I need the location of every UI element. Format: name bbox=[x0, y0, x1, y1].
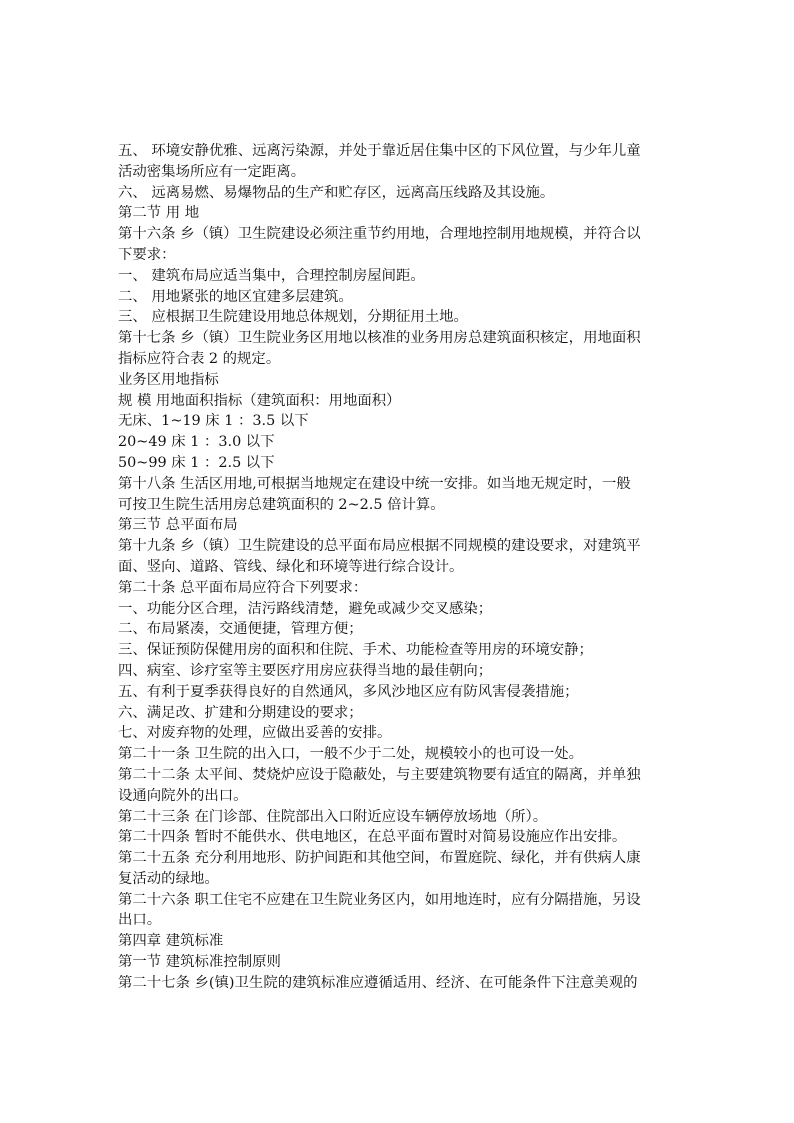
text-line: 二、 用地紧张的地区宜建多层建筑。 bbox=[118, 288, 353, 305]
document-body bbox=[118, 141, 684, 994]
text-line: 第二十七条 乡(镇)卫生院的建筑标准应遵循适用、经济、在可能条件下注意美观的 bbox=[118, 974, 638, 991]
text-line: 第四章 建筑标准 bbox=[118, 933, 224, 950]
text-line: 可按卫生院生活用房总建筑面积的 2~2.5 倍计算。 bbox=[118, 496, 445, 513]
text-line: 20~49 床 1 ：3.0 以下 bbox=[118, 434, 275, 451]
text-line: 三、 应根据卫生院建设用地总体规划，分期征用土地。 bbox=[118, 309, 468, 326]
text-line: 活动密集场所应有一定距离。 bbox=[118, 163, 306, 180]
text-line: 三、保证预防保健用房的面积和住院、手术、功能检查等用房的环境安静； bbox=[118, 642, 593, 659]
text-line: 第十八条 生活区用地,可根据当地规定在建设中统一安排。如当地无规定时，一般 bbox=[118, 475, 631, 492]
text-line: 六、满足改、扩建和分期建设的要求； bbox=[118, 704, 363, 721]
text-line: 50~99 床 1 ：2.5 以下 bbox=[118, 454, 275, 471]
text-line: 第十九条 乡（镇）卫生院建设的总平面布局应根据不同规模的建设要求，对建筑平 bbox=[118, 538, 641, 555]
text-line: 指标应符合表 2 的规定。 bbox=[118, 350, 281, 367]
text-line: 第二十五条 充分利用地形、防护间距和其他空间，布置庭院、绿化，并有供病人康 bbox=[118, 850, 641, 867]
text-line: 第三节 总平面布局 bbox=[118, 517, 238, 534]
text-line: 六、 远离易燃、易爆物品的生产和贮存区，远离高压线路及其设施。 bbox=[118, 184, 555, 201]
text-line: 第十七条 乡（镇）卫生院业务区用地以核准的业务用房总建筑面积核定，用地面积 bbox=[118, 330, 641, 347]
text-line: 一、 建筑布局应适当集中，合理控制房屋间距。 bbox=[118, 267, 425, 284]
text-line: 第二十一条 卫生院的出入口，一般不少于二处，规模较小的也可设一处。 bbox=[118, 746, 584, 763]
text-line: 无床、1~19 床 1 ：3.5 以下 bbox=[118, 413, 309, 430]
text-line: 第十六条 乡（镇）卫生院建设必须注重节约用地，合理地控制用地规模，并符合以 bbox=[118, 226, 641, 243]
text-line: 出口。 bbox=[118, 912, 162, 929]
text-line: 第二十条 总平面布局应符合下列要求： bbox=[118, 579, 368, 596]
text-line: 规 模 用地面积指标（建筑面积：用地面积） bbox=[118, 392, 401, 409]
text-line: 七、对废弃物的处理，应做出妥善的安排。 bbox=[118, 725, 392, 742]
text-line: 面、竖向、道路、管线、绿化和环境等进行综合设计。 bbox=[118, 558, 464, 575]
text-line: 第二十三条 在门诊部、住院部出入口附近应设车辆停放场地（所）。 bbox=[118, 808, 548, 825]
text-line: 二、布局紧凑，交通便捷，管理方便； bbox=[118, 621, 363, 638]
text-line: 第二十二条 太平间、焚烧炉应设于隐蔽处，与主要建筑物要有适宜的隔离，并单独 bbox=[118, 766, 641, 783]
text-line: 第一节 建筑标准控制原则 bbox=[118, 954, 281, 971]
text-line: 一、功能分区合理，洁污路线清楚，避免或减少交叉感染； bbox=[118, 600, 493, 617]
text-line: 五、 环境安静优雅、远离污染源，并处于靠近居住集中区的下风位置，与少年儿童 bbox=[118, 143, 641, 159]
text-line: 下要求： bbox=[118, 246, 176, 263]
text-line: 业务区用地指标 bbox=[118, 371, 219, 388]
text-line: 第二十六条 职工住宅不应建在卫生院业务区内，如用地连时，应有分隔措施，另设 bbox=[118, 891, 641, 908]
text-line: 第二节 用 地 bbox=[118, 205, 200, 222]
text-line: 设通向院外的出口。 bbox=[118, 787, 248, 804]
text-line: 五、有利于夏季获得良好的自然通风，多风沙地区应有防风害侵袭措施； bbox=[118, 683, 579, 700]
text-line: 四、病室、诊疗室等主要医疗用房应获得当地的最佳朝向； bbox=[118, 662, 493, 679]
text-line: 第二十四条 暂时不能供水、供电地区，在总平面布置时对简易设施应作出安排。 bbox=[118, 829, 627, 846]
text-line: 复活动的绿地。 bbox=[118, 870, 219, 887]
